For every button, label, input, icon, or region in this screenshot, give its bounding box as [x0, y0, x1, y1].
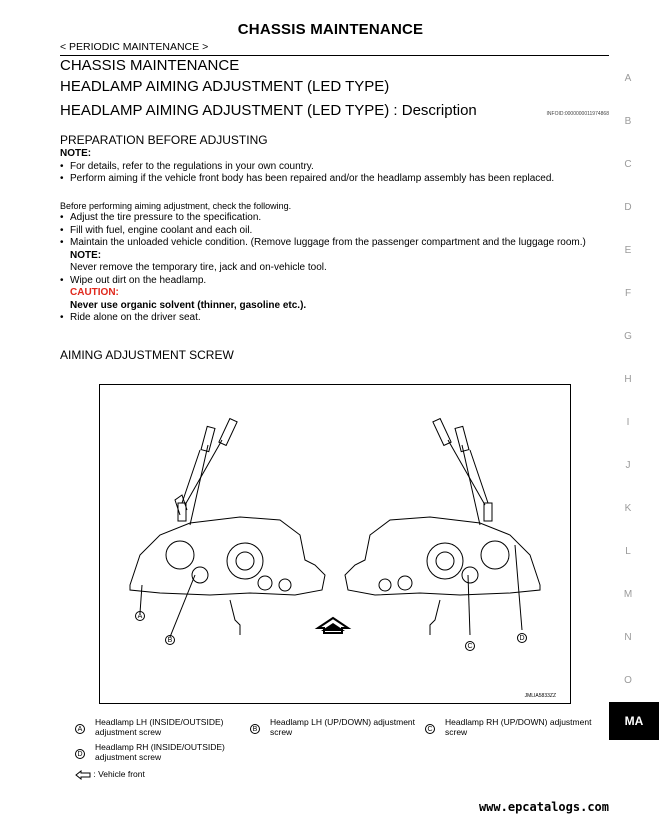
side-index-m[interactable]: M — [623, 589, 633, 600]
side-index-k[interactable]: K — [624, 503, 632, 514]
side-index-b[interactable]: B — [624, 116, 632, 127]
intro-text: Before performing aiming adjustment, check the following. — [60, 200, 292, 211]
headlamp-figure — [99, 384, 571, 704]
side-index-n[interactable]: N — [624, 632, 632, 643]
note-label: NOTE: — [60, 148, 92, 159]
check-list-3 — [60, 312, 608, 325]
breadcrumb: < PERIODIC MAINTENANCE > — [60, 41, 209, 53]
page-header-title: CHASSIS MAINTENANCE — [237, 21, 424, 38]
legend-key: D — [75, 749, 85, 759]
side-index-e[interactable]: E — [624, 245, 632, 256]
legend-item-d — [75, 742, 255, 762]
list-item: • Fill with fuel, engine coolant and each oil. — [60, 225, 608, 238]
left-arrow-icon — [75, 770, 91, 780]
headlamp-lh-drawing — [130, 419, 325, 637]
legend-text: Headlamp LH (INSIDE/OUTSIDE) adjustment screw — [95, 717, 224, 737]
legend-key: C — [425, 724, 435, 734]
caution-label: CAUTION: — [70, 287, 119, 298]
legend-key: A — [75, 724, 85, 734]
figure-id: JMLIA5833ZZ — [524, 693, 556, 699]
list-item: • Maintain the unloaded vehicle condition. (Remove luggage from the passenger compartment and the luggage room.) — [60, 237, 608, 250]
side-index-d[interactable]: D — [624, 202, 632, 213]
side-index-g[interactable]: G — [624, 331, 632, 342]
list-item: • Ride alone on the driver seat. — [60, 312, 608, 325]
note-list — [60, 161, 608, 186]
legend-item-b — [250, 717, 420, 737]
legend-key: B — [250, 724, 260, 734]
legend-item-a — [75, 717, 255, 737]
header-rule — [60, 55, 609, 56]
aiming-heading: AIMING ADJUSTMENT SCREW — [60, 348, 234, 362]
inner-note-text: Never remove the temporary tire, jack and on-vehicle tool. — [70, 262, 327, 273]
list-item: • Perform aiming if the vehicle front body has been repaired and/or the headlamp assembly has been replaced. — [60, 173, 608, 186]
side-index-h[interactable]: H — [624, 374, 632, 385]
info-id: INFOID:0000000011974868 — [546, 111, 609, 117]
footer-url[interactable]: www.epcatalogs.com — [478, 800, 609, 814]
side-index-a[interactable]: A — [624, 73, 632, 84]
callout-a: A — [135, 611, 145, 621]
preparation-block — [60, 148, 608, 325]
legend-arrow-text: : Vehicle front — [93, 769, 145, 779]
side-index-l[interactable]: L — [625, 546, 631, 557]
description-title: HEADLAMP AIMING ADJUSTMENT (LED TYPE) : Description — [60, 102, 477, 119]
side-index-j[interactable]: J — [625, 460, 631, 471]
list-item: • Adjust the tire pressure to the specification. — [60, 212, 608, 225]
side-index-o[interactable]: O — [624, 675, 632, 686]
callout-b: B — [165, 635, 175, 645]
callout-d: D — [517, 633, 527, 643]
side-index-i[interactable]: I — [626, 417, 630, 428]
side-index-f[interactable]: F — [624, 288, 632, 299]
legend-text: Headlamp LH (UP/DOWN) adjustment screw — [270, 717, 416, 737]
legend-arrow-item — [75, 769, 145, 780]
legend-item-c — [425, 717, 595, 737]
check-list-2 — [60, 275, 608, 288]
side-tab-ma[interactable]: MA — [609, 702, 659, 740]
inner-note-label: NOTE: — [70, 249, 102, 261]
list-item: • For details, refer to the regulations in your own country. — [60, 161, 608, 174]
subsection-title: HEADLAMP AIMING ADJUSTMENT (LED TYPE) — [60, 78, 390, 95]
headlamp-diagram — [100, 385, 570, 703]
list-item: • Wipe out dirt on the headlamp. — [60, 275, 608, 288]
preparation-heading: PREPARATION BEFORE ADJUSTING — [60, 133, 268, 147]
headlamp-rh-drawing — [345, 419, 540, 635]
side-index-c[interactable]: C — [624, 159, 632, 170]
legend-text: Headlamp RH (INSIDE/OUTSIDE) adjustment screw — [95, 742, 225, 762]
callout-c: C — [465, 641, 475, 651]
check-list — [60, 212, 608, 250]
section-title: CHASSIS MAINTENANCE — [60, 57, 240, 74]
legend-text: Headlamp RH (UP/DOWN) adjustment screw — [445, 717, 592, 737]
caution-text: Never use organic solvent (thinner, gasoline etc.). — [70, 299, 307, 311]
